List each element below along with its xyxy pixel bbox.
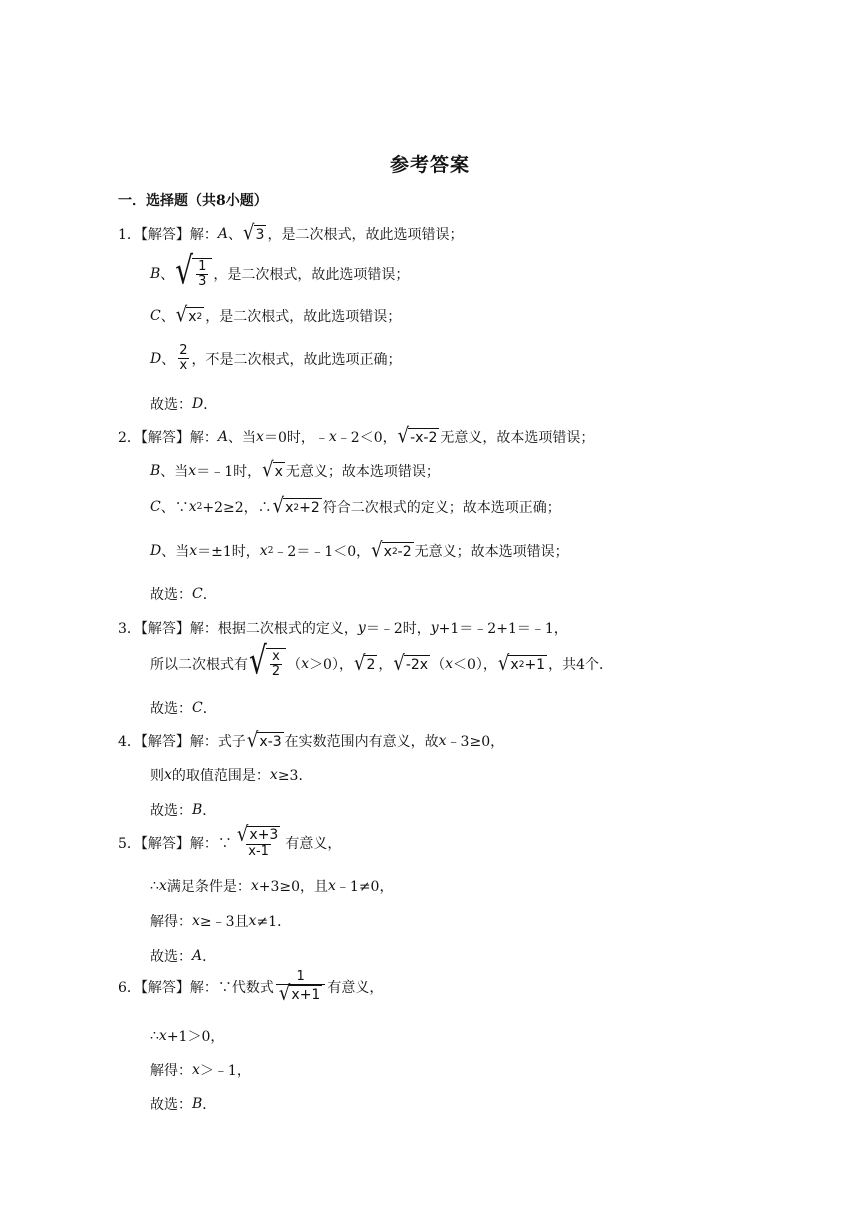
q5-line-3: 解得： x ≥﹣3且 x ≠1． (150, 913, 292, 930)
sqrt-x2-minus-2: √ x 2 -2 (371, 538, 412, 563)
sqrt-x2-plus-1: √ x 2 +1 (497, 651, 546, 676)
q2-line-3: C 、∵ x 2 +2≥2，∴ √ x 2 +2 符合二次根式的定义；故本选项正确； (150, 494, 561, 519)
q5-line-2: ∴ x 满足条件是： x +3≥0，且 x ﹣1≠0， (150, 878, 394, 895)
sqrt-x-over-2: √ $\frac{x}{2}$ (249, 648, 286, 680)
frac-1-over-sqrt-x-plus-1: 1 √ x+1 (276, 970, 325, 1003)
q1-line-1: 1．【解答】解： A 、 √ 3 ，是二次根式，故此选项错误； (118, 221, 464, 246)
section-heading: 一．选择题（共8小题） (118, 193, 268, 209)
sqrt-neg-x-minus-2: √ -x-2 (397, 424, 438, 449)
q2-answer: 故选： C ． (150, 586, 217, 603)
q2-line-4: D 、当 x ＝±1时， x 2 ﹣2＝﹣1＜0， √ x 2 -2 无意义；故本选项错误； (150, 538, 569, 563)
q1-answer: 故选： D ． (150, 396, 218, 413)
q5-line-1: 5．【解答】解：∵ √ x+3 x-1 有意义， (118, 822, 342, 859)
sqrt-x2-plus-2: √ x 2 +2 (272, 494, 320, 519)
q1-line-2: B 、 √ $\frac{1}{3}$ ，是二次根式，故此选项错误； (150, 248, 410, 293)
sqrt-x-squared: √ x 2 (175, 303, 203, 328)
sqrt-x: √ x (262, 458, 283, 483)
q4-line-1: 4．【解答】解：式子 √ x-3 在实数范围内有意义，故 x ﹣3≥0， (118, 728, 505, 753)
sqrt-neg-2x: √ -2x (393, 651, 429, 676)
sqrt-2: √ 2 (353, 651, 376, 676)
frac-sqrt-x-plus-3-over-x-minus-1: √ x+3 x-1 (236, 822, 279, 859)
q6-line-1: 6．【解答】解：∵代数式 1 √ x+1 有意义， (118, 969, 384, 1006)
q1-line-4: D 、 $\frac{2}{x}$ ，不是二次根式，故此选项正确； (150, 343, 402, 374)
q4-line-2: 则 x 的取值范围是： x ≥3． (150, 767, 313, 784)
q5-answer: 故选： A ． (150, 948, 217, 965)
q2-line-1: 2．【解答】解： A 、当 x ＝0时，﹣ x ﹣2＜0， √ -x-2 无意义，故本选项错误； (118, 424, 595, 449)
page-title: 参考答案 (389, 154, 470, 176)
sqrt-3: √ 3 (243, 221, 265, 246)
q6-line-3: 解得： x ＞﹣1， (150, 1062, 251, 1079)
sqrt-one-third: √ $\frac{1}{3}$ (175, 258, 212, 290)
q3-answer: 故选： C ． (150, 700, 217, 717)
q3-line-2: 所以二次根式有 √ $\frac{x}{2}$ （ x ＞0）， √ 2 ， √ -2x （ x ＜0）， √ x 2 +1 ，共4个． (150, 638, 613, 683)
q1-line-3: C 、 √ x 2 ，是二次根式，故此选项错误； (150, 303, 402, 328)
q3-line-1: 3．【解答】解：根据二次根式的定义， y ＝﹣2时， y +1＝﹣2+1＝﹣1， (118, 620, 568, 637)
sqrt-x-minus-3: √ x-3 (246, 728, 282, 753)
q4-answer: 故选： B ． (150, 802, 217, 819)
q6-line-2: ∴ x +1＞0， (150, 1028, 225, 1045)
q6-answer: 故选： B ． (150, 1096, 217, 1113)
q2-line-2: B 、当 x ＝﹣1时， √ x 无意义；故本选项错误； (150, 458, 440, 483)
frac-2-over-x: $\frac{2}{x}$ (179, 343, 188, 374)
